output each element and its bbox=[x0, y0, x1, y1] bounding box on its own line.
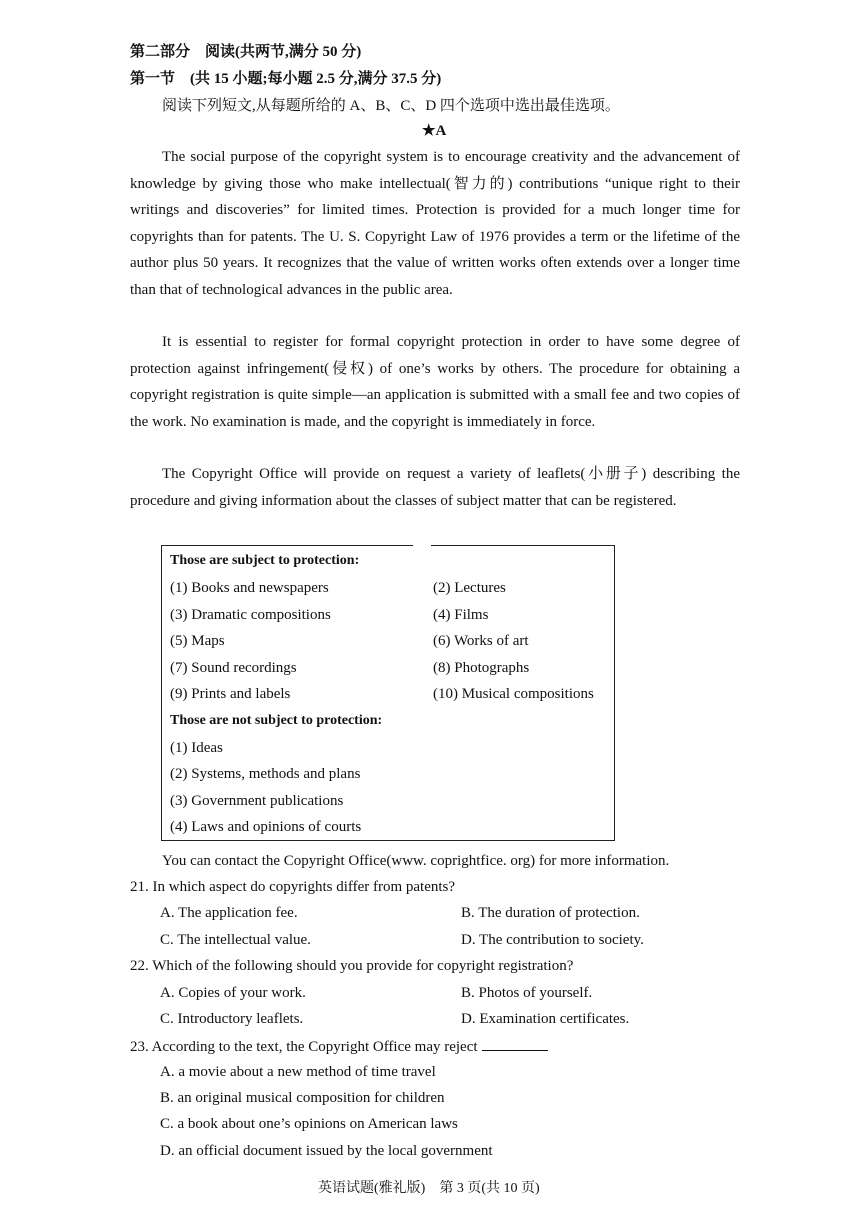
passage-label: ★A bbox=[422, 123, 447, 139]
question-23-stem bbox=[130, 1038, 548, 1056]
section-heading: 第一节 (共 15 小题;每小题 2.5 分,满分 37.5 分) bbox=[130, 71, 442, 87]
not-subject-item: (2) Systems, methods and plans bbox=[170, 766, 361, 782]
subject-item: (8) Photographs bbox=[433, 660, 530, 676]
instruction: 阅读下列短文,从每题所给的 A、B、C、D 四个选项中选出最佳选项。 bbox=[162, 98, 620, 114]
page-footer: 英语试题(雅礼版) 第 3 页(共 10 页) bbox=[318, 1181, 540, 1196]
question-21-option-a: A. The application fee. bbox=[160, 905, 298, 921]
subject-item: (1) Books and newspapers bbox=[170, 580, 329, 596]
passage-paragraph-3: The Copyright Office will provide on request a variety of leaflets(小册子) describing the procedure and giving information about the classes of subject matter that can be registered. bbox=[130, 466, 740, 509]
subject-item: (10) Musical compositions bbox=[433, 686, 594, 702]
question-21-option-b: B. The duration of protection. bbox=[461, 905, 640, 921]
not-subject-item: (4) Laws and opinions of courts bbox=[170, 819, 362, 835]
subject-item: (6) Works of art bbox=[433, 633, 529, 649]
question-23-option-c: C. a book about one’s opinions on American laws bbox=[160, 1116, 458, 1132]
question-22-option-a: A. Copies of your work. bbox=[160, 985, 306, 1001]
subject-item: (5) Maps bbox=[170, 633, 225, 649]
subject-item: (2) Lectures bbox=[433, 580, 506, 596]
question-21-option-d: D. The contribution to society. bbox=[461, 932, 644, 948]
question-22-option-d: D. Examination certificates. bbox=[461, 1011, 630, 1027]
question-21-option-c: C. The intellectual value. bbox=[160, 932, 311, 948]
subject-item: (4) Films bbox=[433, 607, 489, 623]
contact-line: You can contact the Copyright Office(www. coprightfice. org) for more information. bbox=[162, 853, 670, 869]
table-border-top-left bbox=[161, 545, 413, 546]
not-subject-heading: Those are not subject to protection: bbox=[170, 713, 383, 728]
question-22-stem: 22. Which of the following should you provide for copyright registration? bbox=[130, 958, 574, 974]
not-subject-item: (3) Government publications bbox=[170, 793, 344, 809]
question-22-option-b: B. Photos of yourself. bbox=[461, 985, 593, 1001]
table-border-top-right bbox=[431, 545, 615, 546]
part-heading: 第二部分 阅读(共两节,满分 50 分) bbox=[130, 44, 362, 60]
question-23-option-b: B. an original musical composition for children bbox=[160, 1090, 445, 1106]
passage-paragraph-2: It is essential to register for formal copyright protection in order to have some degree of protection against infringement(侵权) of one’s works by others. The procedure for obtaining a copyright registration is quite simple—an application is submitted with a small fee and two copies of the work. No examination is made, and the copyright is immediately in force. bbox=[130, 334, 740, 430]
not-subject-item: (1) Ideas bbox=[170, 740, 223, 756]
subject-item: (7) Sound recordings bbox=[170, 660, 297, 676]
question-23-option-d: D. an official document issued by the local government bbox=[160, 1143, 493, 1159]
subject-heading: Those are subject to protection: bbox=[170, 553, 360, 568]
subject-item: (9) Prints and labels bbox=[170, 686, 291, 702]
question-23-option-a: A. a movie about a new method of time travel bbox=[160, 1064, 436, 1080]
question-23-stem-text: 23. According to the text, the Copyright Office may reject bbox=[130, 1039, 478, 1055]
passage-paragraph-1: The social purpose of the copyright system is to encourage creativity and the advancement of knowledge by giving those who make intellectual(智力的) contributions “unique right to their writings and discoveries” for limited times. Protection is provided for a much longer time for copyrights than for patents. The U. S. Copyright Law of 1976 provides a term or the lifetime of the author plus 50 years. It recognizes that the value of written works often extends over a longer time than that of technological advances in the public area. bbox=[130, 149, 740, 298]
answer-blank bbox=[482, 1038, 548, 1051]
question-21-stem: 21. In which aspect do copyrights differ from patents? bbox=[130, 879, 456, 895]
subject-item: (3) Dramatic compositions bbox=[170, 607, 331, 623]
question-22-option-c: C. Introductory leaflets. bbox=[160, 1011, 304, 1027]
